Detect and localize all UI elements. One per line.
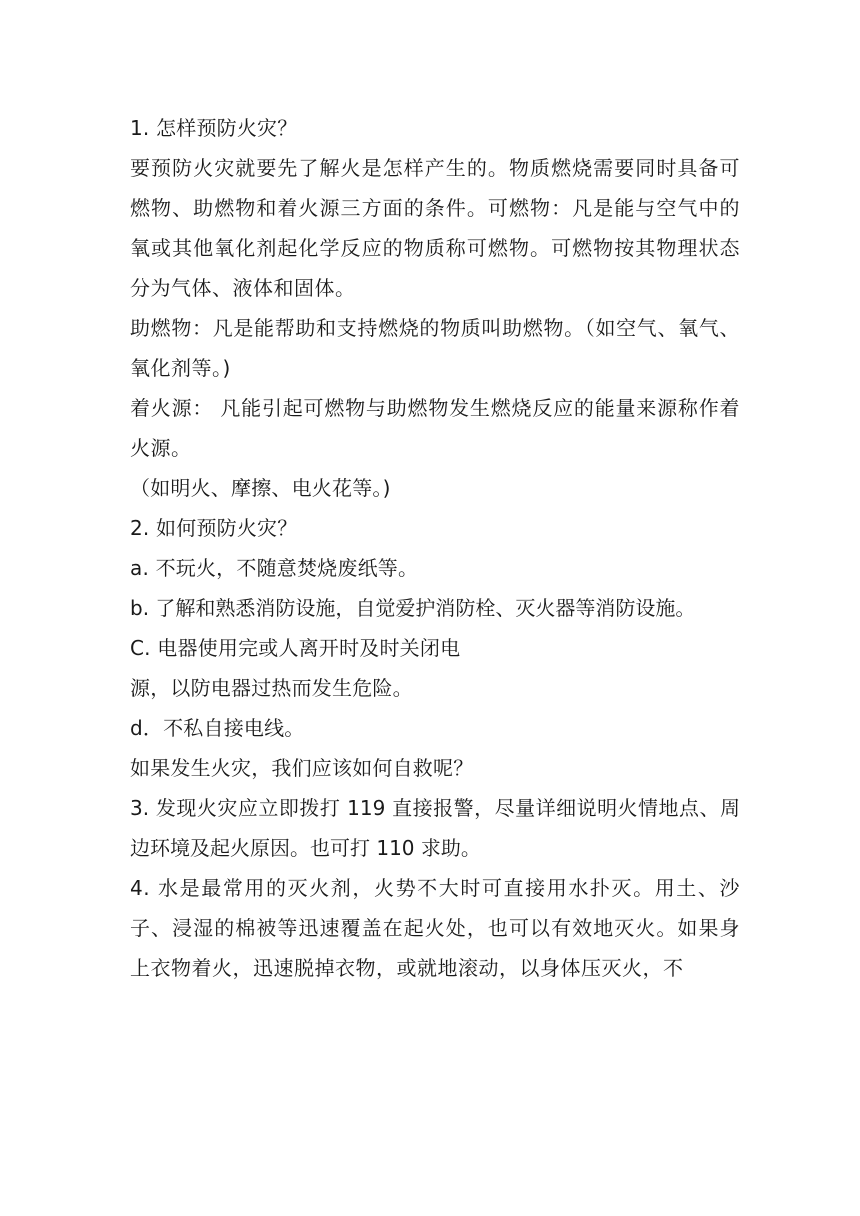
paragraph-combustion-supporter: 助燃物：凡是能帮助和支持燃烧的物质叫助燃物。（如空气、氧气、氧化剂等。)	[130, 316, 740, 380]
paragraph-item-3: 3. 发现火灾应立即拨打 119 直接报警，尽量详细说明火情地点、周边环境及起火原因。也可打 110 求助。	[130, 796, 740, 860]
heading-question-1: 1. 怎样预防火灾？	[130, 116, 298, 140]
self-rescue-question: 如果发生火灾，我们应该如何自救呢？	[130, 756, 474, 780]
paragraph-ignition-examples: （如明火、摩擦、电火花等。)	[130, 476, 391, 500]
paragraph-ignition-source: 着火源： 凡能引起可燃物与助燃物发生燃烧反应的能量来源称作着火源。	[130, 396, 740, 460]
paragraph-item-4: 4. 水是最常用的灭火剂，火势不大时可直接用水扑灭。用土、沙子、浸湿的棉被等迅速覆盖在起火处，也可以有效地灭火。如果身上衣物着火，迅速脱掉衣物，或就地滚动，以身体压灭火，不	[130, 876, 740, 980]
heading-question-2: 2. 如何预防火灾？	[130, 516, 298, 540]
paragraph-fire-conditions: 要预防火灾就要先了解火是怎样产生的。物质燃烧需要同时具备可燃物、助燃物和着火源三方面的条件。可燃物：凡是能与空气中的氧或其他氧化剂起化学反应的物质称可燃物。可燃物按其物理状态分为气体、液体和固体。	[130, 156, 740, 300]
list-item-c-part1: C. 电器使用完或人离开时及时关闭电	[130, 636, 461, 660]
list-item-c-part2: 源，以防电器过热而发生危险。	[130, 676, 413, 700]
list-item-a: a. 不玩火，不随意焚烧废纸等。	[130, 556, 419, 580]
document-body	[130, 108, 740, 988]
list-item-b: b. 了解和熟悉消防设施，自觉爱护消防栓、灭火器等消防设施。	[130, 596, 696, 620]
list-item-d: d．不私自接电线。	[130, 716, 305, 740]
